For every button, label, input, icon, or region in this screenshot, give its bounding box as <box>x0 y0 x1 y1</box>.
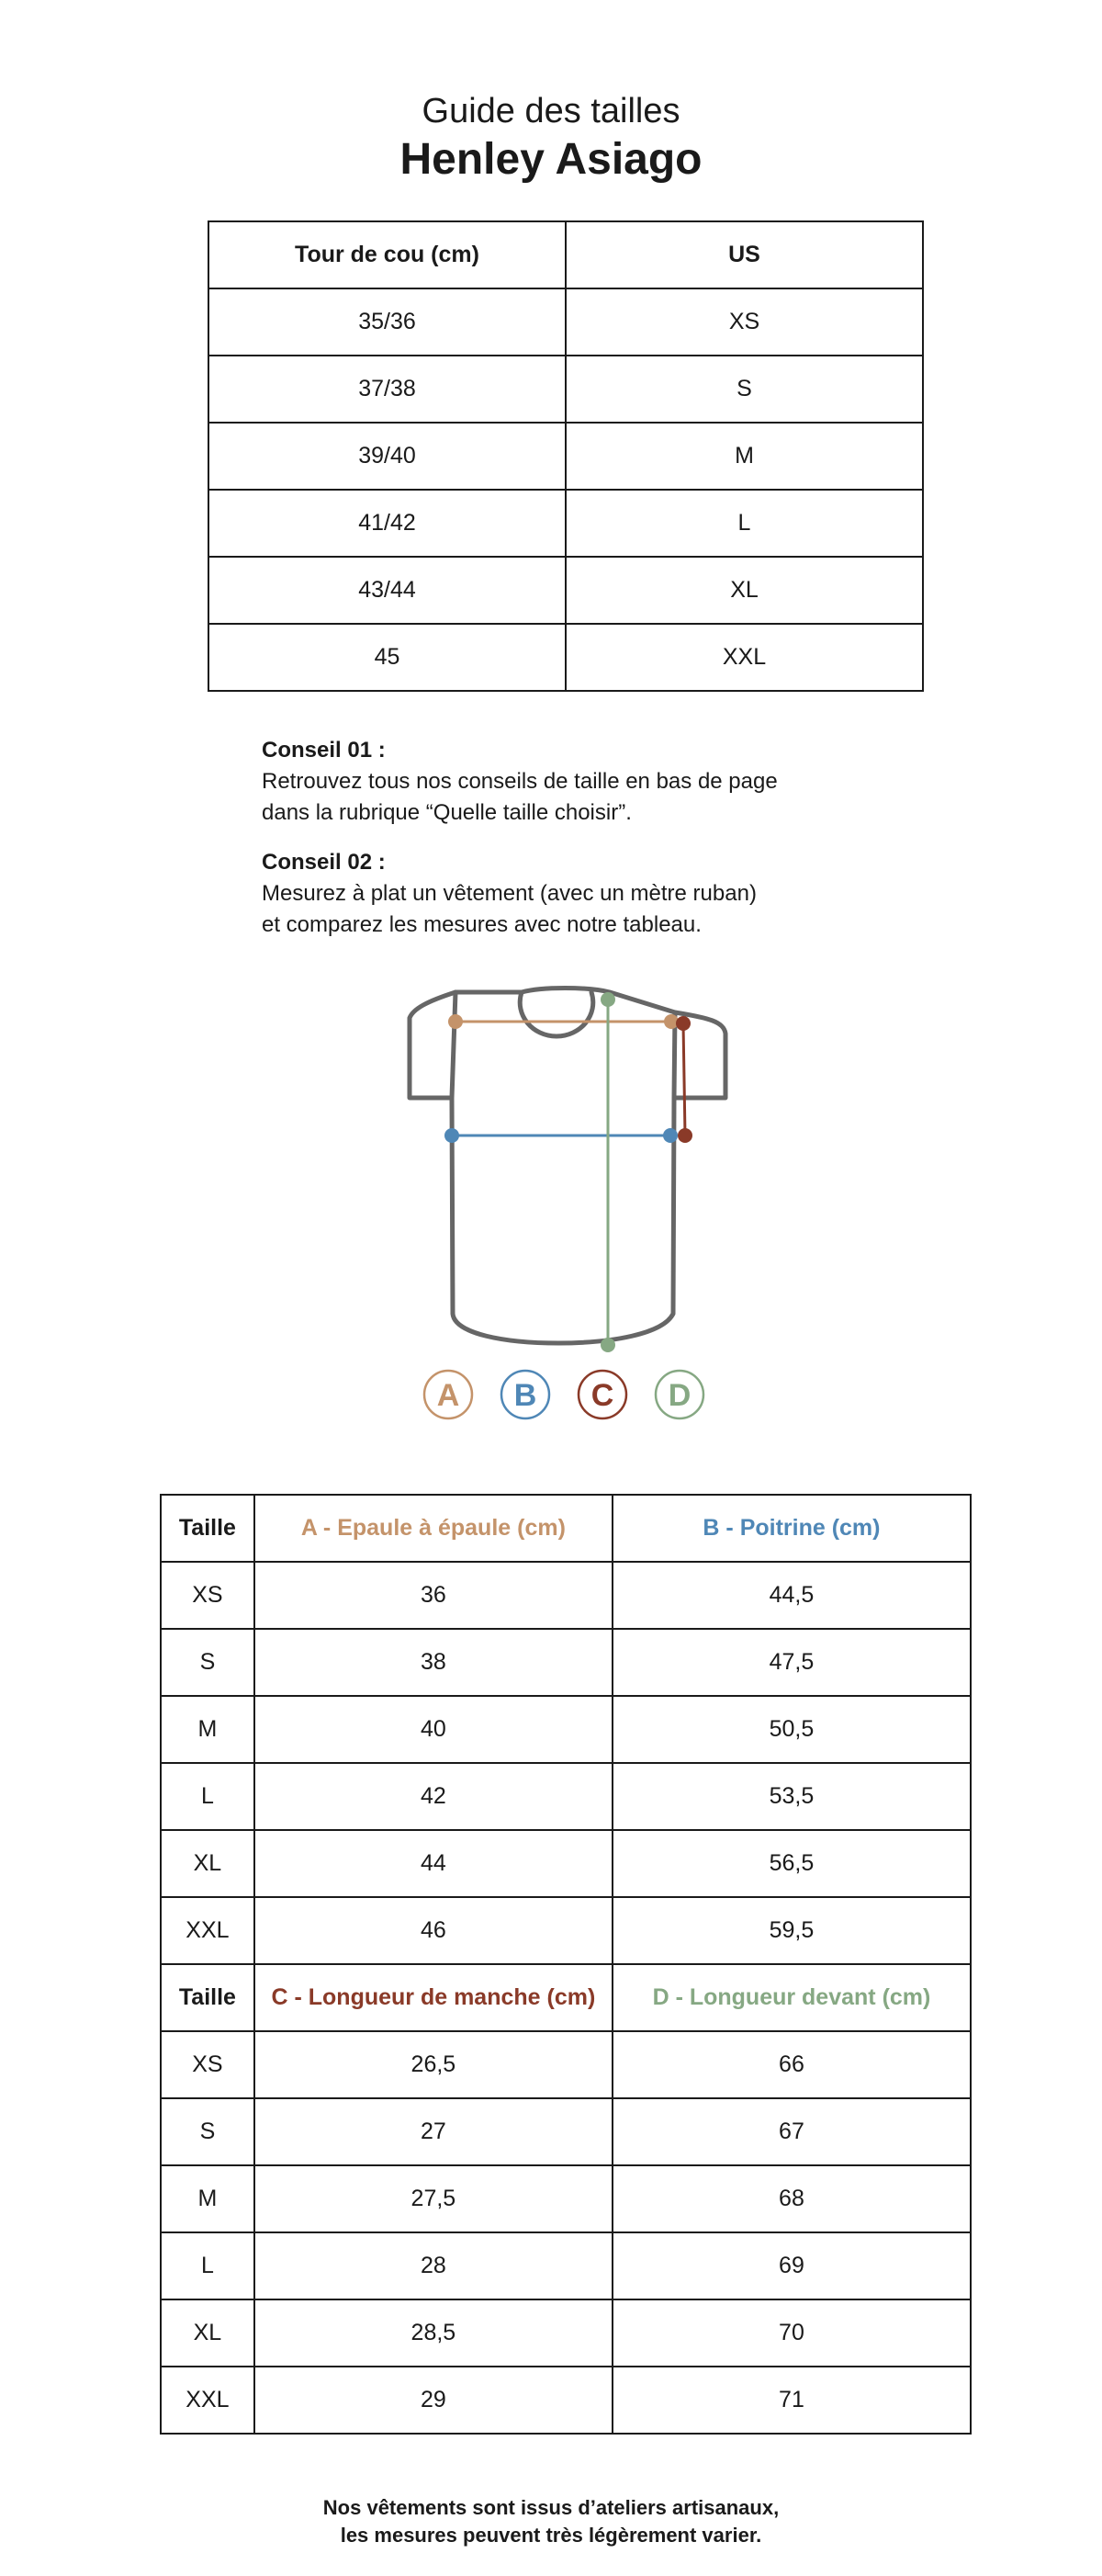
table-header-row <box>161 1964 971 2031</box>
advice-title: Conseil 01 : <box>262 738 386 763</box>
table-cell: 37/38 <box>208 356 566 423</box>
table-cell: M <box>566 423 923 490</box>
table-cell: 41/42 <box>208 490 566 557</box>
table-cell: 69 <box>613 2232 971 2299</box>
advice-block-2 <box>262 847 757 941</box>
table-row <box>161 1696 971 1763</box>
table-cell: 68 <box>613 2165 971 2232</box>
table-cell: 47,5 <box>613 1629 971 1696</box>
advice-title: Conseil 02 : <box>262 850 386 875</box>
table-row <box>208 288 923 356</box>
footer-line: les mesures peuvent très légèrement varier. <box>340 2524 762 2547</box>
table-header-row <box>208 221 923 288</box>
table-cell: 67 <box>613 2098 971 2165</box>
table-cell: 70 <box>613 2299 971 2367</box>
table-cell: 66 <box>613 2031 971 2098</box>
table-header-cell: US <box>566 221 923 288</box>
table-header-cell: Taille <box>161 1495 254 1562</box>
advice-text: dans la rubrique “Quelle taille choisir”. <box>262 800 632 825</box>
tshirt-outline-icon <box>410 989 725 1344</box>
table-header-cell: Tour de cou (cm) <box>208 221 566 288</box>
table-row <box>161 2031 971 2098</box>
table-cell: 27 <box>254 2098 613 2165</box>
table-row <box>161 1629 971 1696</box>
table-cell: XL <box>566 557 923 624</box>
table-row <box>161 2098 971 2165</box>
measurement-table <box>160 1494 972 2435</box>
table-row <box>161 1830 971 1897</box>
table-cell: 40 <box>254 1696 613 1763</box>
table-row <box>161 2165 971 2232</box>
table-header-cell: D - Longueur devant (cm) <box>613 1964 971 2031</box>
table-row <box>208 490 923 557</box>
table-header-cell: A - Epaule à épaule (cm) <box>254 1495 613 1562</box>
table-header-row <box>161 1495 971 1562</box>
table-cell: XXL <box>161 2367 254 2434</box>
table-row <box>161 1562 971 1629</box>
advice-text: Mesurez à plat un vêtement (avec un mètre ruban) <box>262 881 757 906</box>
advice-block-1 <box>262 735 778 829</box>
table-cell: XL <box>161 1830 254 1897</box>
table-cell: 39/40 <box>208 423 566 490</box>
table-cell: L <box>161 1763 254 1830</box>
table-cell: M <box>161 2165 254 2232</box>
table-cell: S <box>161 1629 254 1696</box>
legend-c-badge <box>579 1371 626 1418</box>
table-cell: XXL <box>566 624 923 691</box>
table-cell: XS <box>161 2031 254 2098</box>
footer-line: Nos vêtements sont issus d’ateliers artisanaux, <box>322 2496 780 2519</box>
table-cell: XS <box>566 288 923 356</box>
table-cell: 29 <box>254 2367 613 2434</box>
legend-letter: B <box>513 1378 537 1413</box>
legend-letter: D <box>668 1378 692 1413</box>
table-cell: 71 <box>613 2367 971 2434</box>
legend-b-badge <box>501 1371 549 1418</box>
table-cell: 43/44 <box>208 557 566 624</box>
legend-d-badge <box>656 1371 703 1418</box>
table-row <box>208 624 923 691</box>
table-cell: 56,5 <box>613 1830 971 1897</box>
legend-letter: A <box>436 1378 460 1413</box>
table-cell: 50,5 <box>613 1696 971 1763</box>
table-cell: S <box>161 2098 254 2165</box>
table-cell: S <box>566 356 923 423</box>
table-cell: 26,5 <box>254 2031 613 2098</box>
table-header-cell: C - Longueur de manche (cm) <box>254 1964 613 2031</box>
measure-line-b <box>444 1128 678 1143</box>
table-cell: 35/36 <box>208 288 566 356</box>
table-row <box>208 356 923 423</box>
table-cell: 59,5 <box>613 1897 971 1964</box>
table-cell: 28 <box>254 2232 613 2299</box>
table-cell: L <box>566 490 923 557</box>
table-cell: XL <box>161 2299 254 2367</box>
page-subtitle: Guide des tailles <box>422 92 680 130</box>
table-row <box>161 1897 971 1964</box>
table-cell: L <box>161 2232 254 2299</box>
table-cell: 42 <box>254 1763 613 1830</box>
table-header-cell: B - Poitrine (cm) <box>613 1495 971 1562</box>
table-cell: 53,5 <box>613 1763 971 1830</box>
table-cell: 38 <box>254 1629 613 1696</box>
table-cell: XXL <box>161 1897 254 1964</box>
table-cell: 44 <box>254 1830 613 1897</box>
footer-note <box>0 2494 1102 2549</box>
table-row <box>161 1763 971 1830</box>
neck-size-table <box>208 220 924 692</box>
table-row <box>208 423 923 490</box>
legend-a-badge <box>424 1371 472 1418</box>
table-header-cell: Taille <box>161 1964 254 2031</box>
table-row <box>161 2299 971 2367</box>
table-row <box>208 557 923 624</box>
measure-line-d <box>601 992 615 1352</box>
page-title: Henley Asiago <box>399 135 703 184</box>
table-cell: 28,5 <box>254 2299 613 2367</box>
table-cell: 27,5 <box>254 2165 613 2232</box>
table-cell: XS <box>161 1562 254 1629</box>
table-cell: 45 <box>208 624 566 691</box>
table-cell: 44,5 <box>613 1562 971 1629</box>
measure-line-c <box>676 1016 692 1143</box>
advice-text: et comparez les mesures avec notre tableau. <box>262 912 702 937</box>
legend-letter: C <box>590 1378 614 1413</box>
table-cell: 46 <box>254 1897 613 1964</box>
table-row <box>161 2232 971 2299</box>
advice-text: Retrouvez tous nos conseils de taille en bas de page <box>262 769 778 794</box>
table-cell: M <box>161 1696 254 1763</box>
table-row <box>161 2367 971 2434</box>
measure-line-a <box>448 1014 679 1029</box>
table-cell: 36 <box>254 1562 613 1629</box>
tshirt-measurement-diagram <box>367 965 735 1433</box>
